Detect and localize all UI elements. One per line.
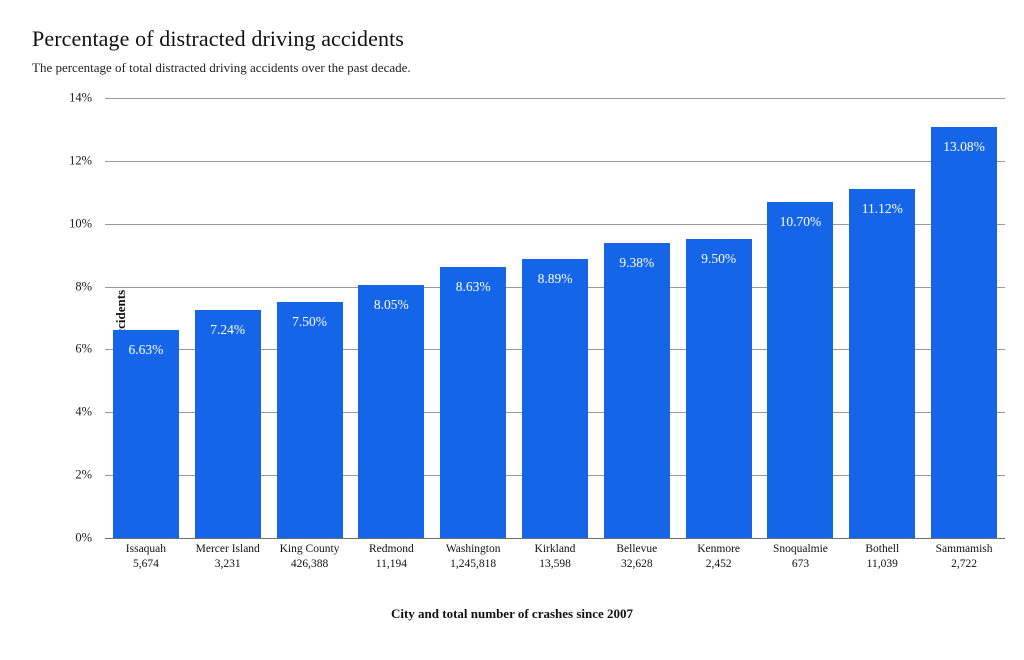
y-axis-tick-label: 6% [75,341,92,356]
x-axis-category-name: Redmond [368,543,414,555]
bar-value-label: 7.50% [292,314,327,330]
x-axis-category-count: 426,388 [290,558,329,570]
bar[interactable] [195,310,261,538]
y-axis-tick-label: 2% [75,467,92,482]
bar-value-label: 9.38% [619,255,655,271]
bar[interactable] [277,302,343,538]
bar[interactable] [849,189,915,538]
bar[interactable] [931,127,997,538]
bar-series [105,98,1005,538]
bar[interactable] [686,239,752,538]
x-axis-category-count: 2,452 [705,558,732,570]
x-axis-title: City and total number of crashes since 2007 [390,606,634,621]
bar-value-label: 8.89% [537,270,573,286]
y-axis-tick-label: 4% [75,404,92,419]
x-axis-category-name: Kenmore [697,543,741,555]
x-axis-category-count: 2,722 [951,558,978,570]
plot-area [105,98,1005,538]
bar-value-label: 8.05% [373,297,409,312]
y-axis-tick-label: 14% [69,90,92,105]
x-axis-tick-labels [105,542,1005,592]
x-axis-category-name: Kirkland [534,543,576,555]
y-axis-tick-label: 0% [75,530,92,545]
bar[interactable] [113,330,179,538]
y-axis-tick-labels [0,90,100,545]
y-axis-tick-label: 12% [69,153,92,168]
bar[interactable] [440,267,506,538]
x-axis-category-name: Bellevue [616,543,658,555]
bar-value-label: 6.63% [128,341,164,357]
bar-value-label: 11.12% [861,200,903,216]
x-axis-category-name: Sammamish [935,543,993,555]
bar-value-label: 9.50% [701,251,737,267]
bar[interactable] [522,259,588,538]
gridline [105,538,1005,539]
y-axis-tick-label: 10% [69,216,92,231]
bar[interactable] [358,285,424,538]
x-axis-category-count: 3,231 [214,558,241,570]
bar-value-label: 10.70% [779,213,822,229]
x-axis-category-count: 673 [791,558,810,570]
x-axis-category-name: Washington [445,543,501,555]
y-axis-tick-label: 8% [75,279,92,294]
x-axis-category-count: 11,039 [866,558,898,570]
x-axis-tick-label [916,542,1012,572]
bar[interactable] [767,202,833,538]
x-axis-category-name: Snoqualmie [772,543,828,555]
chart-title: Percentage of distracted driving accidents [32,26,404,51]
bar-value-label: 7.24% [210,322,246,338]
chart-subtitle: The percentage of total distracted driving accidents over the past decade. [32,60,411,75]
x-axis-category-count: 13,598 [539,558,571,570]
x-axis-category-name: King County [279,543,340,555]
x-axis-category-count: 5,674 [132,558,159,570]
x-axis-category-name: Issaquah [125,543,167,555]
bar-value-label: 13.08% [943,138,985,154]
x-axis-category-count: 11,194 [375,558,407,570]
bar[interactable] [604,243,670,538]
x-axis-category-count: 1,245,818 [450,558,497,570]
bar-value-label: 8.63% [455,278,491,294]
x-axis-category-name: Mercer Island [195,543,260,555]
x-axis-category-count: 32,628 [621,558,653,570]
x-axis-category-name: Bothell [865,543,900,555]
